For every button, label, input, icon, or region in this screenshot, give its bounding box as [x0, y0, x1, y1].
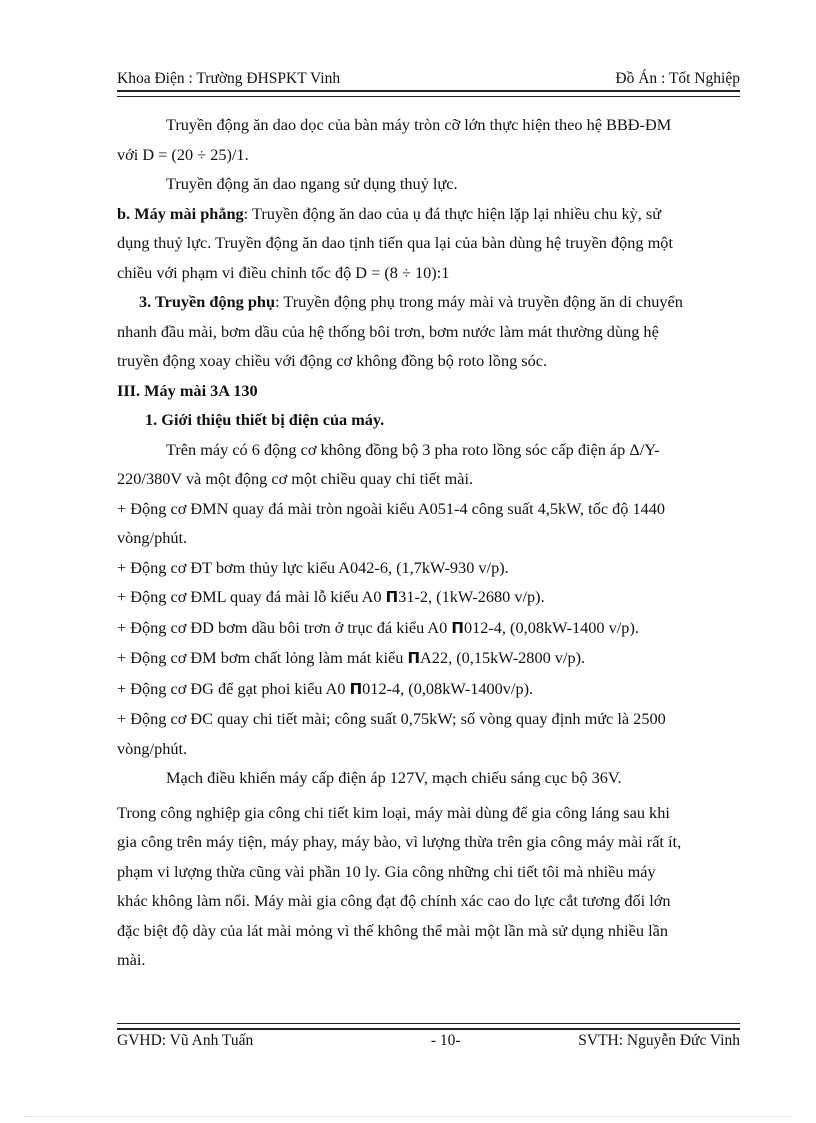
- header-left: Khoa Điện : Trường ĐHSPKT Vinh: [117, 70, 341, 87]
- footer-left: GVHD: Vũ Anh Tuấn: [117, 1032, 254, 1049]
- section-3-label: 3. Truyền động phụ: [139, 292, 276, 311]
- page-bottom-border: [24, 1116, 792, 1117]
- motor-item: + Động cơ ĐM bơm chất lỏng làm mát kiểu ΠA22, (0,15kW-2800 v/p).: [117, 648, 586, 667]
- paragraph-line: 220/380V và một động cơ một chiều quay chi tiết mài.: [117, 469, 474, 488]
- footer-rule: [117, 1023, 740, 1030]
- page-footer: [117, 1032, 740, 1050]
- paragraph-line: phạm vi lượng thừa cũng vài phần 10 ly. Gia công những chi tiết tôi mà nhiều máy: [117, 861, 656, 881]
- paragraph-line: Truyền động ăn dao dọc của bàn máy tròn cỡ lớn thực hiện theo hệ BBĐ-ĐM: [166, 115, 672, 134]
- paragraph-line: 3. Truyền động phụ: Truyền động phụ trong máy mài và truyền động ăn di chuyển: [139, 292, 683, 311]
- paragraph-line: nhanh đầu mài, bơm dầu của hệ thống bôi trơn, bơm nước làm mát thường dùng hệ: [117, 321, 659, 341]
- paragraph-line: truyền động xoay chiều với động cơ không đồng bộ roto lồng sóc.: [117, 351, 548, 370]
- page-body: [117, 110, 740, 975]
- pi-symbol: Π: [451, 618, 464, 637]
- motor-item: + Động cơ ĐC quay chi tiết mài; công suất 0,75kW; số vòng quay định mức là 2500: [117, 709, 666, 728]
- footer-right: SVTH: Nguyễn Đức Vinh: [578, 1032, 740, 1049]
- paragraph-line: dụng thuỷ lực. Truyền động ăn dao tịnh tiến qua lại của bàn dùng hệ truyền động một: [117, 233, 673, 252]
- pi-symbol: Π: [407, 649, 421, 667]
- paragraph-line: mài.: [117, 950, 146, 969]
- pi-symbol: Π: [385, 588, 399, 606]
- paragraph-line: chiều với phạm vi điều chỉnh tốc độ D = (8 ÷ 10):1: [117, 262, 450, 282]
- motor-item: vòng/phút.: [117, 738, 188, 758]
- pi-symbol: Π: [349, 679, 363, 698]
- paragraph-line: với D = (20 ÷ 25)/1.: [117, 144, 249, 164]
- page-header: [117, 66, 740, 88]
- subsection-heading: 1. Giới thiệu thiết bị điện của máy.: [145, 410, 385, 429]
- paragraph-line: Trên máy có 6 động cơ không đồng bộ 3 pha roto lồng sóc cấp điện áp Δ/Y-: [166, 439, 660, 459]
- header-rule: [117, 90, 740, 97]
- motor-item: + Động cơ ĐG để gạt phoi kiểu A0 Π012-4, (0,08kW-1400v/p).: [117, 678, 534, 698]
- motor-item: + Động cơ ĐD bơm dầu bôi trơn ở trục đá kiểu A0 Π012-4, (0,08kW-1400 v/p).: [117, 617, 639, 637]
- paragraph-line: đặc biệt độ dày của lát mài mỏng vì thế không thể mài một lần mà sử dụng nhiều lần: [117, 920, 668, 940]
- section-heading: III. Máy mài 3A 130: [117, 380, 258, 400]
- section-b-label: b. Máy mài phẳng: [117, 203, 244, 223]
- paragraph-line: khác không làm nổi. Máy mài gia công đạt độ chính xác cao do lực cắt tương đối lớn: [117, 891, 671, 910]
- motor-item: + Động cơ ĐT bơm thủy lực kiểu A042-6, (1,7kW-930 v/p).: [117, 557, 509, 577]
- motor-item: + Động cơ ĐML quay đá mài lỗ kiểu A0 Π31-2, (1kW-2680 v/p).: [117, 587, 545, 606]
- paragraph-line: Mạch điều khiển máy cấp điện áp 127V, mạch chiếu sáng cục bộ 36V.: [166, 768, 622, 787]
- header-right: Đồ Án : Tốt Nghiệp: [615, 70, 740, 87]
- paragraph-line: Trong công nghiệp gia công chi tiết kim loại, máy mài dùng để gia công láng sau khi: [117, 802, 670, 822]
- page-number: - 10-: [430, 1032, 461, 1049]
- motor-item: + Động cơ ĐMN quay đá mài tròn ngoài kiểu A051-4 công suất 4,5kW, tốc độ 1440: [117, 498, 666, 518]
- paragraph-line: gia công trên máy tiện, máy phay, máy bào, vì lượng thừa trên gia công máy mài rất ít,: [117, 832, 682, 851]
- paragraph-line: b. Máy mài phẳng: Truyền động ăn dao của ụ đá thực hiện lặp lại nhiều chu kỳ, sử: [117, 203, 662, 223]
- motor-item: vòng/phút.: [117, 528, 188, 547]
- paragraph-line: Truyền động ăn dao ngang sử dụng thuỷ lực.: [166, 174, 458, 193]
